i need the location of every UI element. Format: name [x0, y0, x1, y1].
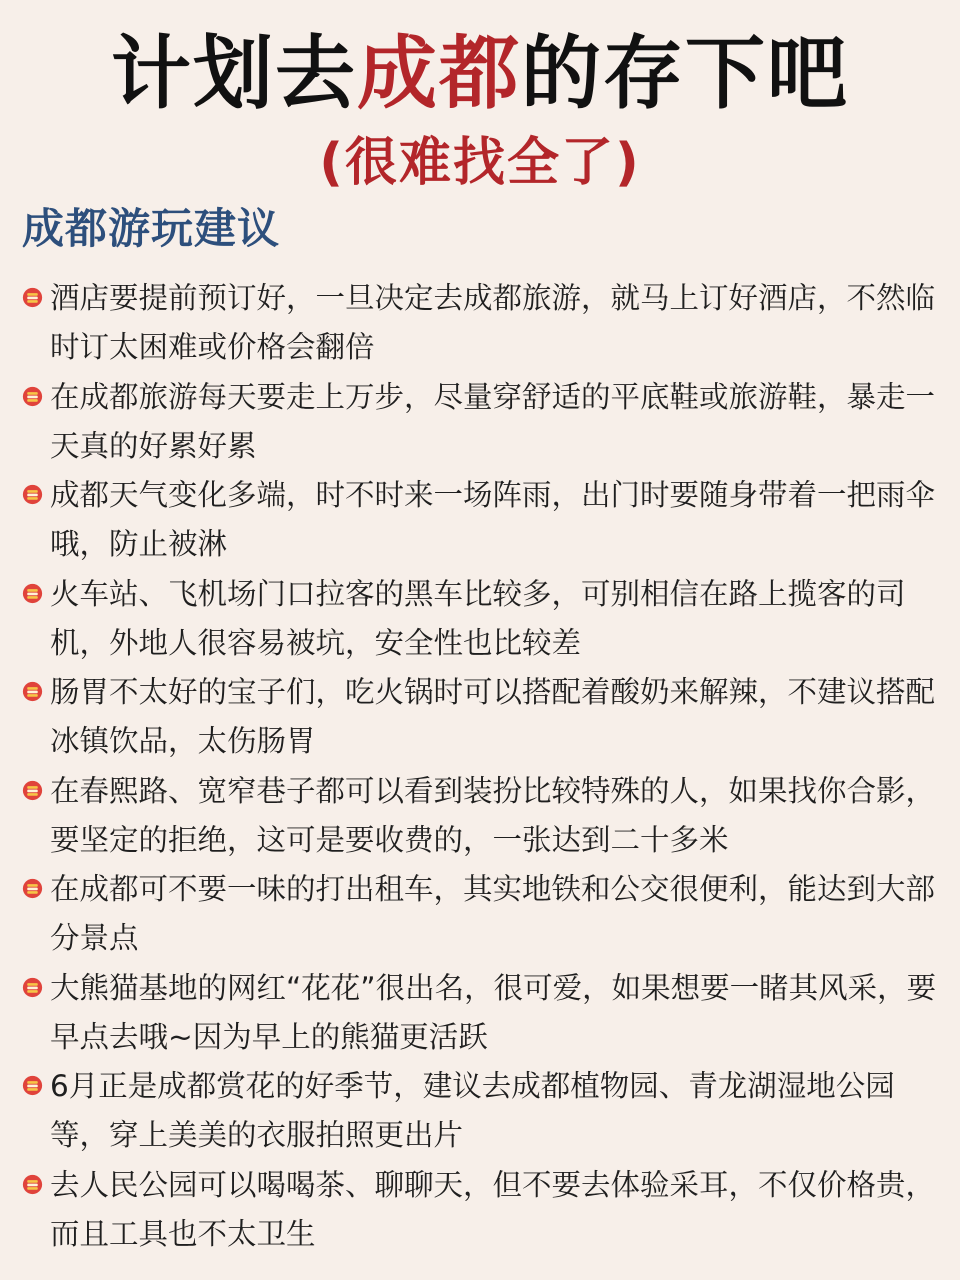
- bullet-icon: [22, 681, 43, 702]
- tip-text: 成都天气变化多端，时不时来一场阵雨，出门时要随身带着一把雨伞哦，防止被淋: [50, 478, 936, 561]
- page-title: [0, 24, 960, 124]
- tip-text: 酒店要提前预订好，一旦决定去成都旅游，就马上订好酒店，不然临时订太困难或价格会翻倍: [50, 281, 936, 364]
- tip-text: 去人民公园可以喝喝茶、聊聊天，但不要去体验采耳，不仅价格贵，而且工具也不太卫生: [50, 1167, 936, 1251]
- bullet-icon: [22, 780, 43, 801]
- bullet-icon: [22, 386, 43, 407]
- tip-text: 在成都旅游每天要走上万步，尽量穿舒适的平底鞋或旅游鞋，暴走一天真的好累好累: [50, 379, 936, 463]
- bullet-icon: [22, 977, 43, 998]
- list-item: [20, 668, 945, 767]
- list-item: [20, 767, 945, 866]
- title-accent: 成都: [357, 27, 521, 120]
- title-suffix: 的存下吧: [521, 27, 849, 120]
- title-prefix: 计划去: [111, 27, 357, 120]
- bullet-icon: [22, 1075, 43, 1096]
- list-item: [20, 274, 945, 373]
- tips-list: [20, 274, 945, 1259]
- bullet-icon: [22, 287, 43, 308]
- section-heading: 成都游玩建议: [22, 204, 281, 253]
- list-item: [20, 1062, 945, 1161]
- tip-text: 在成都可不要一味的打出租车，其实地铁和公交很便利，能达到大部分景点: [50, 872, 936, 955]
- list-item: [20, 570, 945, 669]
- bullet-icon: [22, 583, 43, 604]
- bullet-icon: [22, 484, 43, 505]
- list-item: [20, 964, 945, 1063]
- bullet-icon: [22, 1174, 43, 1195]
- page-subtitle: (很难找全了): [319, 133, 641, 193]
- tip-text: 在春熙路、宽窄巷子都可以看到装扮比较特殊的人，如果找你合影，要坚定的拒绝，这可是要收费的，一张达到二十多米: [50, 773, 936, 857]
- tip-text: 6月正是成都赏花的好季节，建议去成都植物园、青龙湖湿地公园等，穿上美美的衣服拍照更出片: [50, 1069, 895, 1152]
- tip-text: 大熊猫基地的网红“花花”很出名，很可爱，如果想要一睹其风采，要早点去哦~因为早上的熊猫更活跃: [50, 970, 937, 1054]
- list-item: [20, 1161, 945, 1260]
- list-item: [20, 373, 945, 472]
- tip-text: 肠胃不太好的宝子们，吃火锅时可以搭配着酸奶来解辣，不建议搭配冰镇饮品，太伤肠胃: [50, 675, 936, 758]
- list-item: [20, 865, 945, 964]
- bullet-icon: [22, 878, 43, 899]
- list-item: [20, 471, 945, 570]
- tip-text: 火车站、飞机场门口拉客的黑车比较多，可别相信在路上揽客的司机，外地人很容易被坑，安全性也比较差: [50, 576, 906, 660]
